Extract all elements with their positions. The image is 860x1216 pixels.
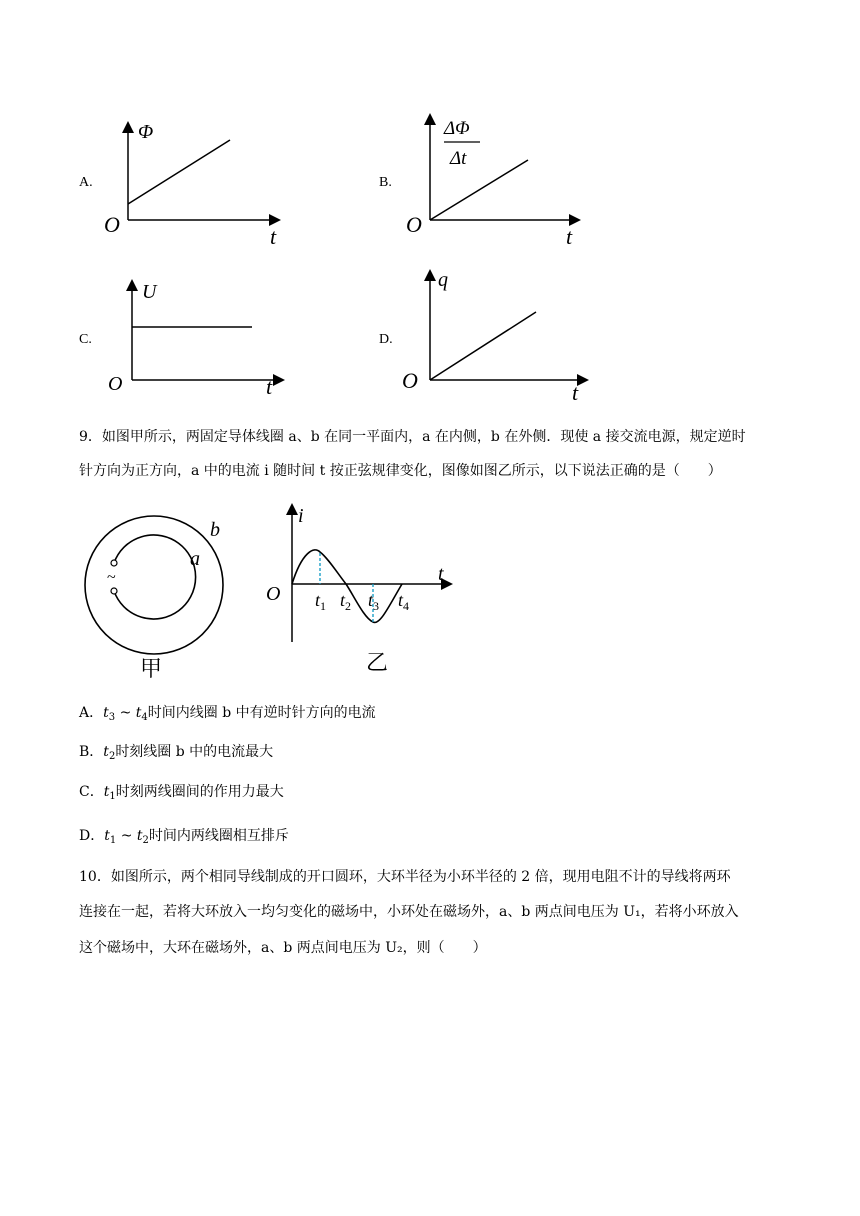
figure-yi-sine — [262, 500, 462, 680]
time-symbol: t — [103, 744, 109, 760]
tick-t2: $t_2$ — [340, 590, 352, 613]
q9-option-d — [79, 826, 289, 851]
graph-d — [402, 268, 592, 404]
subscript: 1 — [109, 791, 116, 802]
x-axis-label: t — [270, 224, 277, 248]
origin-label: O — [402, 368, 418, 393]
caption-jia: 甲 — [140, 656, 163, 680]
graph-line — [128, 140, 230, 204]
origin-label: O — [108, 373, 123, 395]
option-text: 时刻两线圈间的作用力最大 — [115, 784, 284, 800]
label-b: b — [210, 519, 220, 541]
y-axis-label: q — [438, 269, 448, 291]
option-d-label: D. — [379, 332, 393, 347]
x-axis-label: t — [566, 224, 573, 248]
terminal-bottom — [111, 588, 117, 594]
graph-b — [402, 112, 592, 248]
x-axis-label: t — [438, 563, 444, 585]
origin-label: O — [104, 212, 120, 237]
q9-stem-line1: 9．如图甲所示，两固定导体线圈 a、b 在同一平面内，a 在内侧，b 在外侧．现使 a 接交流电源，规定逆时 — [79, 429, 746, 445]
subscript: 2 — [108, 751, 116, 762]
terminal-top — [111, 560, 117, 566]
y-label-denominator: Δt — [450, 148, 467, 169]
graph-line — [430, 160, 528, 220]
subscript: 2 — [142, 835, 149, 846]
subscript: 4 — [141, 712, 148, 723]
x-axis-label: t — [572, 380, 579, 404]
y-axis-label: U — [142, 281, 157, 303]
option-b-label: B. — [379, 175, 392, 190]
q9-option-a — [79, 703, 376, 728]
caption-yi: 乙 — [366, 650, 389, 675]
q10-line1: 10．如图所示，两个相同导线制成的开口圆环，大环半径为小环半径的 2 倍，现用电阻不计的导线将两环 — [79, 869, 731, 885]
time-symbol: t — [103, 784, 110, 800]
graph-c — [104, 276, 294, 400]
graph-a — [100, 118, 290, 248]
range-sep: ~ — [116, 828, 137, 844]
q9-option-b — [79, 742, 273, 767]
graph-line — [430, 312, 536, 380]
tick-t3: $t_3$ — [368, 590, 380, 613]
option-text: 时间内两线圈相互排斥 — [148, 828, 289, 844]
q9-option-c — [79, 782, 284, 807]
coil-a — [114, 535, 196, 619]
q10-line2: 连接在一起，若将大环放入一均匀变化的磁场中，小环处在磁场外，a、b 两点间电压为 U₁，若将小环放入 — [79, 904, 739, 920]
label-a: a — [190, 548, 200, 570]
range-sep: ~ — [115, 705, 136, 721]
option-letter: B． — [79, 744, 104, 760]
figure-jia-coils — [80, 510, 240, 680]
q9-stem-line2: 针方向为正方向，a 中的电流 i 随时间 t 按正弦规律变化，图像如图乙所示，以下说法正确的是（ ） — [79, 463, 722, 479]
origin-label: O — [266, 583, 281, 605]
q10-line3: 这个磁场中，大环在磁场外，a、b 两点间电压为 U₂，则（ ） — [79, 940, 487, 956]
time-symbol: t — [103, 705, 109, 721]
tick-t4: $t_4$ — [398, 590, 410, 613]
option-text: 时间内线圈 b 中有逆时针方向的电流 — [147, 705, 376, 721]
subscript: 1 — [109, 835, 117, 846]
tick-t1: $t_1$ — [315, 590, 327, 613]
origin-label: O — [406, 212, 422, 237]
option-letter: D． — [79, 828, 105, 844]
ac-source-symbol: ~ — [107, 569, 116, 586]
option-text: 时刻线圈 b 中的电流最大 — [115, 744, 274, 760]
option-letter: A． — [79, 705, 104, 721]
y-label-numerator: ΔΦ — [444, 118, 470, 139]
option-a-label: A. — [79, 175, 93, 190]
time-symbol: t — [136, 828, 143, 844]
y-axis-label: Φ — [138, 121, 154, 143]
coil-b — [85, 516, 223, 654]
option-c-label: C. — [79, 332, 92, 347]
option-letter: C． — [79, 784, 104, 800]
y-axis-label: i — [298, 505, 304, 527]
time-symbol: t — [104, 828, 110, 844]
time-symbol: t — [135, 705, 142, 721]
x-axis-label: t — [266, 374, 273, 399]
subscript: 3 — [108, 712, 116, 723]
